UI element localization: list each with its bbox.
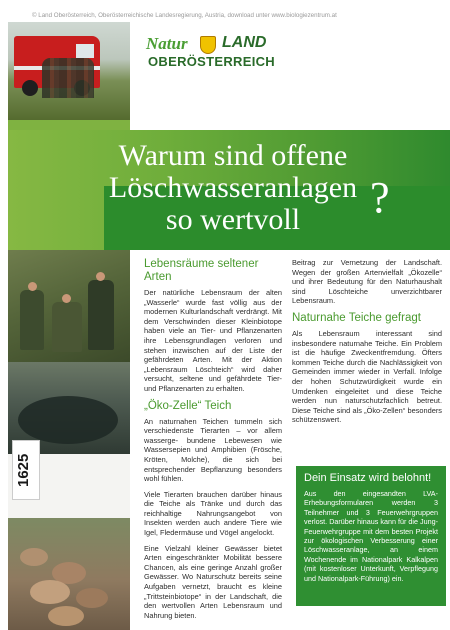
section-heading: Naturnahe Teiche gefragt (292, 311, 421, 324)
reward-title: Dein Einsatz wird belohnt! (304, 472, 432, 484)
person-face (62, 294, 71, 303)
stones-photo (8, 518, 130, 630)
paragraph: Eine Vielzahl kleiner Gewässer bietet Arten eingeschränkter Mobilität bessere Chancen, als eine geringe Anzahl großer Gewässer. Wo Naturschutz bereits seine Aufgaben vernetzt, braucht es kleine „Trittsteinbiotope“ in der Landschaft, die den wertvollen Arten Lebensraum und Nahrung bieten. (144, 543, 282, 620)
firefighters-group (42, 58, 94, 98)
title-line-1: Warum sind offene (118, 139, 348, 172)
title-line-3: so wertvoll (165, 203, 301, 236)
fire-brigade-photo (8, 22, 130, 120)
person-figure (88, 280, 114, 350)
truck-wheel (22, 80, 38, 96)
stone (30, 580, 70, 604)
archive-number: 1625 (15, 453, 32, 487)
stone (20, 548, 48, 566)
reward-box (296, 466, 446, 606)
person-face (28, 282, 37, 291)
page-title (78, 140, 388, 236)
person-figure (20, 290, 44, 350)
logo-region-text: OBERÖSTERREICH (148, 54, 275, 69)
question-mark: ? (370, 173, 390, 222)
article-right-column (292, 258, 442, 431)
logo-natur-text: Natur (146, 34, 188, 53)
natur-land-logo (146, 34, 296, 74)
people-at-pond-photo (8, 250, 130, 362)
copyright-watermark: © Land Oberösterreich, Oberösterreichische Landesregierung, Austria, download unter www.biologiezentrum.at (32, 12, 337, 19)
reward-text: Aus den eingesandten LVA-Erhebungsformularen werden 3 Teilnehmer und 3 Feuerwehrgruppen verlost. Darüber hinaus kann für die Jung-Feuerwehrgruppe mit dem besten Projekt zur ökologischen Verbesserung einer Löschwasseranlage, an einem Wochenende im Nationalpark Kalkalpen (mit kostenloser Unterkunft, Verpflegung und Nationalpark-Führung) ein. (304, 489, 438, 583)
stone (76, 588, 108, 608)
person-face (96, 272, 105, 281)
truck-window (76, 44, 94, 58)
pond-water (18, 396, 118, 444)
logo-land-text: LAND (222, 34, 267, 51)
person-figure (52, 302, 82, 352)
article-left-column (144, 258, 282, 626)
section-heading: „Öko-Zelle“ Teich (144, 399, 232, 412)
coat-of-arms-icon (200, 36, 216, 54)
paragraph: An naturnahen Teichen tummeln sich verschiedenste Tierarten – vor allem wasserge- bundene Lebewesen wie Wassersepien und Amphibien (Frösche, Kröten, Molche), die sich bei entsprechender Bepflanzung besonders wohl fühlen. (144, 416, 282, 484)
paragraph: Viele Tierarten brauchen darüber hinaus die Teiche als Tränke und durch das reichhaltige Nahrungsangebot von Insekten werden auch andere Tiere wie Igel, Fledermäuse und Vögel angelockt. (144, 489, 282, 538)
title-line-2: Löschwasseranlagen (108, 171, 358, 204)
paragraph: Beitrag zur Vernetzung der Landschaft. Wegen der großen Artenvielfalt „Ökozelle“ und ihrer Bedeutung für den Naturhaushalt sind Löschteiche unverzichtbarer Lebensraum. (292, 258, 442, 306)
stone (48, 606, 84, 626)
paragraph: Als Lebensraum interessant sind insbesondere naturnahe Teiche. Ein Problem ist die häufige Zweckentfremdung. Öfters kommen Teiche durch die Nachlässigkeit von Gemeinden immer wieder in Verfall. Infolge der hohen Schutzwürdigkeit wurde ein Umdenken eingeleitet und diese Teiche werden nun naturschutzfachlich betreut. Diese Teiche sind als „Öko-Zellen“ besonders schützenswert. (292, 328, 442, 425)
paragraph: Der natürliche Lebensraum der alten „Wasserle“ wurde fast völlig aus der modernen Kulturlandschaft verdrängt. Mit dem Verschwinden dieser Kleinbiotope haben viele an Tier- und Pflanzenarten ihre Lebensgrundlagen verloren und stehen inzwischen auf der Liste der gefährdeten Arten. Mit der Aktion „Lebensraum Löschteich“ wird daher versucht, seltene und gefährdete Tier- und Pflanzenarten zu erhalten. (144, 288, 282, 393)
section-heading: Lebensräume seltener Arten (144, 258, 259, 283)
archive-sticker (12, 440, 40, 500)
